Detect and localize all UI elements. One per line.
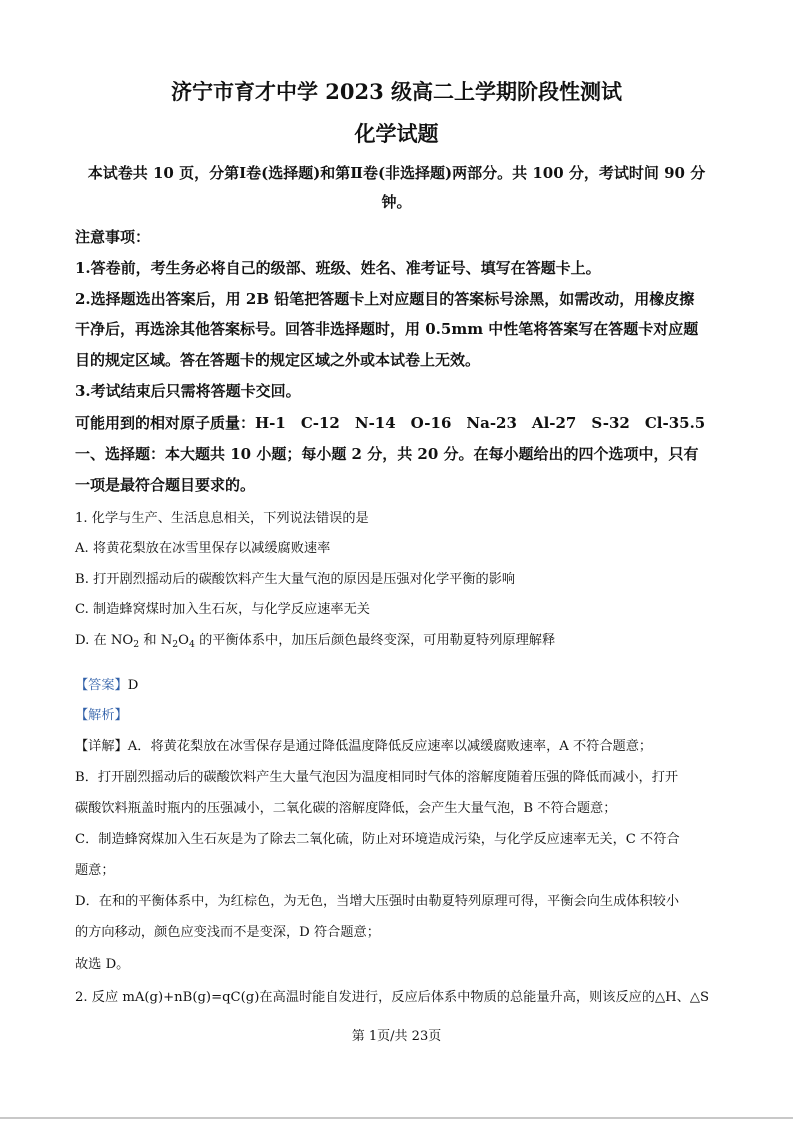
notice-item-3: 3.考试结束后只需将答题卡交回。 bbox=[75, 382, 301, 400]
notice-item-2-line-2: 干净后，再选涂其他答案标号。回答非选择题时，用 0.5mm 中性笔将答案写在答题卡对应题 bbox=[75, 320, 699, 338]
analysis-tag: 【解析】 bbox=[75, 708, 128, 723]
answer-value: D bbox=[127, 678, 139, 693]
notice-item-2-line-1: 2.选择题选出答案后，用 2B 铅笔把答题卡上对应题目的答案标号涂黑，如需改动，用橡皮擦 bbox=[75, 290, 695, 308]
detail-line-a: 【详解】A．将黄花梨放在冰雪保存是通过降低温度降低反应速率以减缓腐败速率，A 不符合题意； bbox=[75, 739, 653, 754]
intro-line-1: 本试卷共 10 页，分第Ⅰ卷(选择题)和第Ⅱ卷(非选择题)两部分。共 100 分，考试时间 90 分 bbox=[87, 164, 706, 182]
question-1-option-c: C. 制造蜂窝煤时加入生石灰，与化学反应速率无关 bbox=[75, 602, 370, 617]
option-d-prefix: D. 在 bbox=[75, 633, 107, 648]
answer-line bbox=[75, 674, 725, 693]
formula-no2 bbox=[111, 633, 139, 648]
question-1-stem: 1. 化学与生产、生活息息相关，下列说法错误的是 bbox=[75, 511, 369, 526]
intro-line-2: 钟。 bbox=[381, 193, 412, 211]
notice-item-2-line-3: 目的规定区域。答在答题卡的规定区域之外或本试卷上无效。 bbox=[75, 351, 481, 369]
detail-line-c-1: C．制造蜂窝煤加入生石灰是为了除去二氧化硫，防止对环境造成污染，与化学反应速率无关，C 不符合 bbox=[75, 832, 680, 847]
formula-no2-text: NO bbox=[110, 633, 134, 648]
detail-line-b-2: 碳酸饮料瓶盖时瓶内的压强减小，二氧化碳的溶解度降低，会产生大量气泡，B 不符合题意； bbox=[75, 801, 617, 816]
bottom-divider bbox=[0, 1117, 793, 1119]
notice-heading: 注意事项： bbox=[75, 228, 151, 246]
detail-line-d-1: D．在和的平衡体系中，为红棕色，为无色，当增大压强时由勒夏特列原理可得，平衡会向生成体积较小 bbox=[75, 894, 680, 909]
option-d-and: 和 bbox=[143, 633, 157, 648]
question-1-option-a: A. 将黄花梨放在冰雪里保存以减缓腐败速率 bbox=[75, 541, 331, 556]
page-number: 第 1页/共 23页 bbox=[351, 1029, 442, 1044]
detail-line-d-2: 的方向移动，颜色应变浅而不是变深，D 符合题意； bbox=[75, 925, 380, 940]
conclusion: 故选 D。 bbox=[75, 957, 130, 972]
formula-n2o4-o: O bbox=[178, 633, 189, 648]
section-heading-line-2: 一项是最符合题目要求的。 bbox=[75, 476, 256, 494]
page-subtitle: 化学试题 bbox=[354, 121, 439, 146]
formula-n2o4-n: N bbox=[160, 633, 173, 648]
detail-line-b-1: B．打开剧烈摇动后的碳酸饮料产生大量气泡因为温度相同时气体的溶解度随着压强的降低而减小，打开 bbox=[75, 770, 679, 785]
formula-n2o4-sub-1: 2 bbox=[172, 639, 179, 650]
question-2-stem: 2. 反应 mA(g)+nB(g)=qC(g)在高温时能自发进行，反应后体系中物质的总能量升高，则该反应的△H、△S bbox=[75, 990, 710, 1005]
formula-no2-subscript: 2 bbox=[133, 639, 140, 650]
section-heading-line-1: 一、选择题：本大题共 10 小题；每小题 2 分，共 20 分。在每小题给出的四个选项中，只有 bbox=[75, 445, 699, 463]
answer-tag: 【答案】 bbox=[75, 678, 128, 693]
option-d-suffix: 的平衡体系中，加压后颜色最终变深，可用勒夏特列原理解释 bbox=[199, 633, 556, 648]
notice-item-1: 1.答卷前，考生务必将自己的级部、班级、姓名、准考证号、填写在答题卡上。 bbox=[75, 259, 601, 277]
atomic-masses: 可能用到的相对原子质量：H-1 C-12 N-14 O-16 Na-23 Al-27 S-32 Cl-35.5 bbox=[75, 414, 706, 432]
detail-line-c-2: 题意； bbox=[75, 863, 115, 878]
page-title: 济宁市育才中学 2023 级高二上学期阶段性测试 bbox=[170, 79, 623, 104]
formula-n2o4-sub-2: 4 bbox=[188, 639, 195, 650]
question-1-option-d bbox=[75, 629, 725, 650]
formula-n2o4 bbox=[161, 633, 195, 648]
question-1-option-b: B. 打开剧烈摇动后的碳酸饮料产生大量气泡的原因是压强对化学平衡的影响 bbox=[75, 572, 516, 587]
